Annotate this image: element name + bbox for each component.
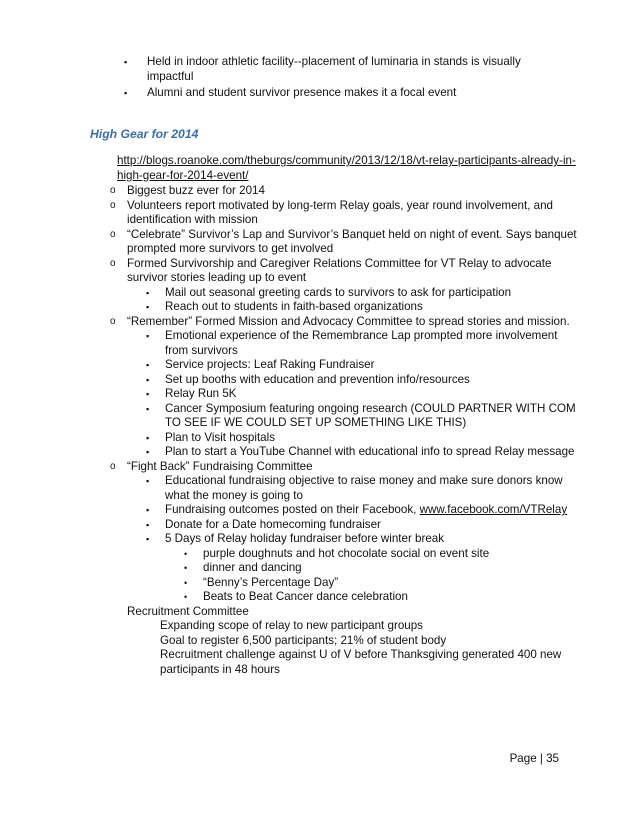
list-item [108, 460, 578, 605]
recruitment-line: Goal to register 6,500 participants; 21% of student body [160, 633, 447, 647]
sub-list-item [146, 474, 578, 503]
sub-list-item [146, 532, 578, 605]
sub-list-item [146, 402, 578, 431]
sub-item-text: Fundraising outcomes posted on their Facebook, [165, 503, 417, 516]
sub-list-item [146, 387, 578, 402]
sub-item-text: Donate for a Date homecoming fundraiser [165, 517, 381, 531]
square-bullet-icon: ▪ [146, 534, 150, 544]
list-item [122, 86, 542, 101]
sub-item-text: 5 Days of Relay holiday fundraiser before winter break [165, 532, 445, 545]
section-content [108, 154, 578, 677]
sub-list-item [146, 300, 578, 315]
square-bullet-icon: ▪ [146, 432, 150, 443]
circle-bullet-icon: o [110, 315, 116, 327]
sub-list-item [146, 503, 578, 518]
sub-sub-list-item [184, 561, 578, 576]
sub-list-item [146, 286, 578, 301]
top-bullet-list [122, 55, 542, 103]
sub-list [127, 286, 578, 315]
page-number: Page | 35 [509, 752, 559, 765]
dot-bullet-icon: • [184, 563, 188, 573]
outline-list [108, 184, 578, 605]
square-bullet-icon: ▪ [146, 403, 150, 414]
sub-item-text: Service projects: Leaf Raking Fundraiser [165, 358, 375, 371]
sub-list [127, 474, 578, 605]
square-bullet-icon: ▪ [146, 476, 150, 486]
sub-item-text: Plan to start a YouTube Channel with educational info to spread Relay message [165, 445, 575, 458]
item-text: “Fight Back” Fundraising Committee [127, 459, 313, 473]
circle-bullet-icon: o [110, 460, 116, 472]
circle-bullet-icon: o [110, 257, 116, 269]
sub-item-text: Plan to Visit hospitals [165, 430, 275, 444]
dot-bullet-icon: • [184, 577, 188, 588]
sub-item-text: Reach out to students in faith-based organizations [165, 300, 423, 313]
list-item [108, 199, 578, 228]
sub-item-text: Relay Run 5K [165, 387, 237, 400]
bullet-text: Alumni and student survivor presence makes it a focal event [147, 86, 457, 99]
sub-list-item [146, 445, 578, 460]
item-text: Formed Survivorship and Caregiver Relations Committee for VT Relay to advocate survivor stories leading up to event [127, 256, 552, 284]
list-item [122, 55, 542, 84]
sub-item-text: Mail out seasonal greeting cards to survivors to ask for participation [165, 285, 512, 299]
square-bullet-icon: ▪ [146, 374, 150, 385]
dot-bullet-icon: • [184, 548, 188, 559]
section-heading: High Gear for 2014 [90, 127, 199, 141]
sub-sub-list [165, 547, 578, 605]
square-bullet-icon: ▪ [146, 519, 150, 530]
sub-sub-item-text: Beats to Beat Cancer dance celebration [203, 590, 408, 603]
bullet-text: Held in indoor athletic facility--placement of luminaria in stands is visually impactful [147, 55, 521, 83]
sub-item-text: Set up booths with education and prevention info/resources [165, 372, 470, 386]
circle-bullet-icon: o [110, 185, 116, 196]
sub-item-text: Educational fundraising objective to raise money and make sure donors know what the money is going to [165, 474, 563, 502]
dot-bullet-icon: • [184, 592, 188, 602]
recruitment-heading: Recruitment Committee [127, 604, 249, 618]
item-text: Biggest buzz ever for 2014 [127, 184, 265, 197]
sub-sub-item-text: purple doughnuts and hot chocolate social on event site [203, 546, 490, 560]
list-item [108, 315, 578, 460]
sub-item-text: Emotional experience of the Remembrance Lap prompted more involvement from survivors [165, 329, 558, 357]
sub-sub-list-item [184, 590, 578, 605]
sub-sub-item-text: dinner and dancing [203, 561, 302, 574]
circle-bullet-icon: o [110, 228, 116, 240]
bullet-icon: ▪ [124, 88, 128, 98]
square-bullet-icon: ▪ [146, 505, 150, 515]
article-link[interactable]: http://blogs.roanoke.com/theburgs/community/2013/12/18/vt-relay-participants-already-in-high-gear-for-2014-event/ [117, 154, 576, 182]
sub-list-item [146, 358, 578, 373]
sub-list [127, 329, 578, 460]
sub-item-text: Cancer Symposium featuring ongoing research (COULD PARTNER WITH COM TO SEE IF WE COULD SET UP SOMETHING LIKE THIS) [165, 401, 576, 429]
square-bullet-icon: ▪ [146, 389, 150, 399]
square-bullet-icon: ▪ [146, 447, 150, 457]
list-item [108, 257, 578, 315]
sub-list-item [146, 329, 578, 358]
sub-list-item [146, 431, 578, 446]
item-text: Volunteers report motivated by long-term Relay goals, year round involvement, and identification with mission [127, 198, 553, 226]
square-bullet-icon: ▪ [146, 287, 150, 298]
sub-list-item [146, 373, 578, 388]
square-bullet-icon: ▪ [146, 360, 150, 370]
sub-sub-list-item [184, 547, 578, 562]
sub-sub-list-item [184, 576, 578, 591]
item-text: “Remember” Formed Mission and Advocacy Committee to spread stories and mission. [127, 314, 570, 328]
recruitment-line: Expanding scope of relay to new participant groups [160, 619, 423, 632]
circle-bullet-icon: o [110, 199, 116, 211]
square-bullet-icon: ▪ [146, 331, 150, 341]
item-text: “Celebrate” Survivor’s Lap and Survivor’s Banquet held on night of event. Says banquet prompted more survivors to get involved [127, 227, 577, 255]
list-item [108, 184, 578, 199]
facebook-link[interactable]: www.facebook.com/VTRelay [419, 503, 568, 516]
sub-sub-item-text: “Benny’s Percentage Day” [203, 575, 339, 589]
recruitment-line: Recruitment challenge against U of V before Thanksgiving generated 400 new participants in 48 hours [160, 648, 562, 676]
square-bullet-icon: ▪ [146, 302, 150, 312]
bullet-icon: ▪ [124, 57, 128, 67]
recruitment-list [160, 619, 578, 677]
list-item [108, 228, 578, 257]
sub-list-item [146, 518, 578, 533]
